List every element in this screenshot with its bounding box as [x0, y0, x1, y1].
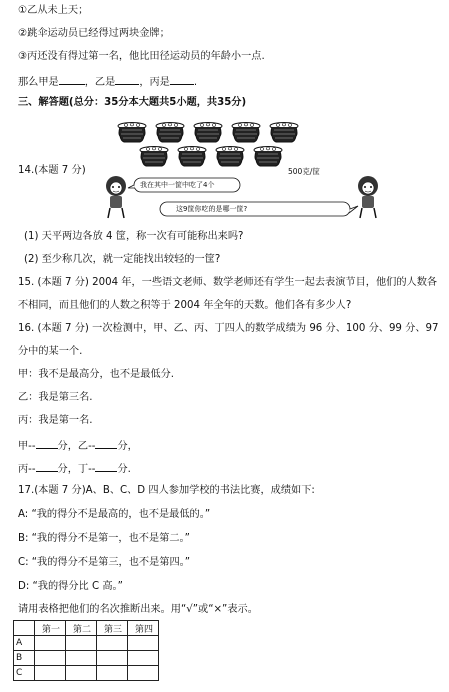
table-header-row	[14, 621, 159, 636]
question-16-answer-row-1	[18, 437, 138, 454]
question-14-part-2: (2) 至少称几次，就一定能找出较轻的一筐?	[24, 254, 221, 265]
question-16-answer-row-2	[18, 460, 131, 477]
question-14-title: 14.(本题 7 分)	[18, 165, 86, 176]
basket-4	[232, 123, 260, 143]
table-cell[interactable]	[128, 666, 159, 681]
question-16-statement-yi: 乙：我是第三名.	[18, 392, 93, 403]
blank-yi[interactable]	[115, 73, 139, 85]
period: .	[193, 77, 198, 88]
table-header-cell: 第三	[97, 621, 128, 636]
left-monkey-figure	[106, 176, 126, 218]
bubble-text-2: 这9筐你吃的是哪一筐?	[176, 205, 248, 213]
ranking-table	[13, 620, 159, 681]
table-cell[interactable]	[97, 651, 128, 666]
table-header-cell: 第二	[66, 621, 97, 636]
table-row	[14, 636, 159, 651]
text-line-2: ②跳伞运动员已经得过两块金牌；	[18, 28, 170, 39]
question-17-line-1: 17.(本题 7 分)A、B、C、D 四人参加学校的书法比赛，成绩如下:	[18, 485, 315, 496]
fill-label-yi: ，乙是	[84, 77, 116, 88]
question-17-statement-b: B: “我的得分不是第一，也不是第二。”	[18, 533, 190, 544]
question-16-statement-jia: 甲：我不是最高分，也不是最低分.	[18, 369, 175, 380]
table-row	[14, 666, 159, 681]
fill-in-line	[18, 73, 197, 90]
question-17-instruction: 请用表格把他们的名次推断出来。用“√”或“×”表示。	[18, 604, 258, 615]
bubble-text-1: 我在其中一筐中吃了4个	[140, 181, 215, 189]
section-heading: 三、解答题(总分：35分本大题共5小题，共35分)	[18, 97, 247, 108]
table-cell[interactable]	[97, 636, 128, 651]
table-cell[interactable]	[66, 666, 97, 681]
table-cell[interactable]	[66, 636, 97, 651]
basket-5	[270, 123, 298, 143]
basket-2	[156, 123, 184, 143]
blank-jia-score[interactable]	[36, 437, 58, 449]
table-row-label: A	[14, 636, 35, 651]
text-line-1: ①乙从未上天；	[18, 5, 89, 16]
basket-7	[178, 147, 206, 167]
table-header-cell	[14, 621, 35, 636]
blank-yi-score[interactable]	[95, 437, 117, 449]
weight-label: 500克/筐	[288, 167, 320, 176]
table-header-cell: 第一	[35, 621, 66, 636]
table-row-label: B	[14, 651, 35, 666]
label-period: 分.	[117, 464, 131, 475]
blank-bing-score[interactable]	[36, 460, 58, 472]
basket-9	[254, 147, 282, 167]
question-16-statement-bing: 丙：我是第一名.	[18, 415, 93, 426]
table-cell[interactable]	[97, 666, 128, 681]
basket-6	[140, 147, 168, 167]
table-cell[interactable]	[66, 651, 97, 666]
question-14-part-1: (1) 天平两边各放 4 筐，称一次有可能称出来吗?	[24, 231, 244, 242]
table-cell[interactable]	[128, 636, 159, 651]
label-comma: 分，	[117, 441, 138, 452]
fill-label-jia: 那么甲是	[18, 77, 59, 88]
label-ding: 分，丁--	[57, 464, 96, 475]
label-jia: 甲--	[18, 441, 36, 452]
blank-ding-score[interactable]	[95, 460, 117, 472]
table-cell[interactable]	[35, 651, 66, 666]
question-17-statement-d: D: “我的得分比 C 高。”	[18, 581, 123, 592]
table-row-label: C	[14, 666, 35, 681]
label-bing: 丙--	[18, 464, 36, 475]
question-15-line-2: 不相同，而且他们的人数之积等于 2004 年全年的天数。他们各有多少人?	[18, 300, 352, 311]
table-cell[interactable]	[128, 651, 159, 666]
basket-8	[216, 147, 244, 167]
text-line-3: ③丙还没有得过第一名，他比田径运动员的年龄小一点.	[18, 51, 265, 62]
table-row	[14, 651, 159, 666]
question-16-line-1: 16. (本题 7 分) 一次检测中，甲、乙、丙、丁四人的数学成绩为 96 分、100 分、99 分、97	[18, 323, 439, 334]
basket-3	[194, 123, 222, 143]
blank-jia[interactable]	[59, 73, 85, 85]
blank-bing[interactable]	[170, 73, 194, 85]
question-16-line-2: 分中的某一个.	[18, 346, 83, 357]
basket-1	[118, 123, 146, 143]
label-yi: 分，乙--	[57, 441, 96, 452]
question-17-statement-c: C: “我的得分不是第三，也不是第四。”	[18, 557, 191, 568]
right-monkey-figure	[358, 176, 378, 218]
table-cell[interactable]	[35, 636, 66, 651]
fill-label-bing: ，丙是	[139, 77, 170, 88]
question-17-statement-a: A: “我的得分不是最高的，也不是最低的。”	[18, 509, 211, 520]
table-cell[interactable]	[35, 666, 66, 681]
question-15-line-1: 15. (本题 7 分) 2004 年，一些语文老师、数学老师还有学生一起去表演节目，他们的人数各	[18, 277, 438, 288]
table-header-cell: 第四	[128, 621, 159, 636]
